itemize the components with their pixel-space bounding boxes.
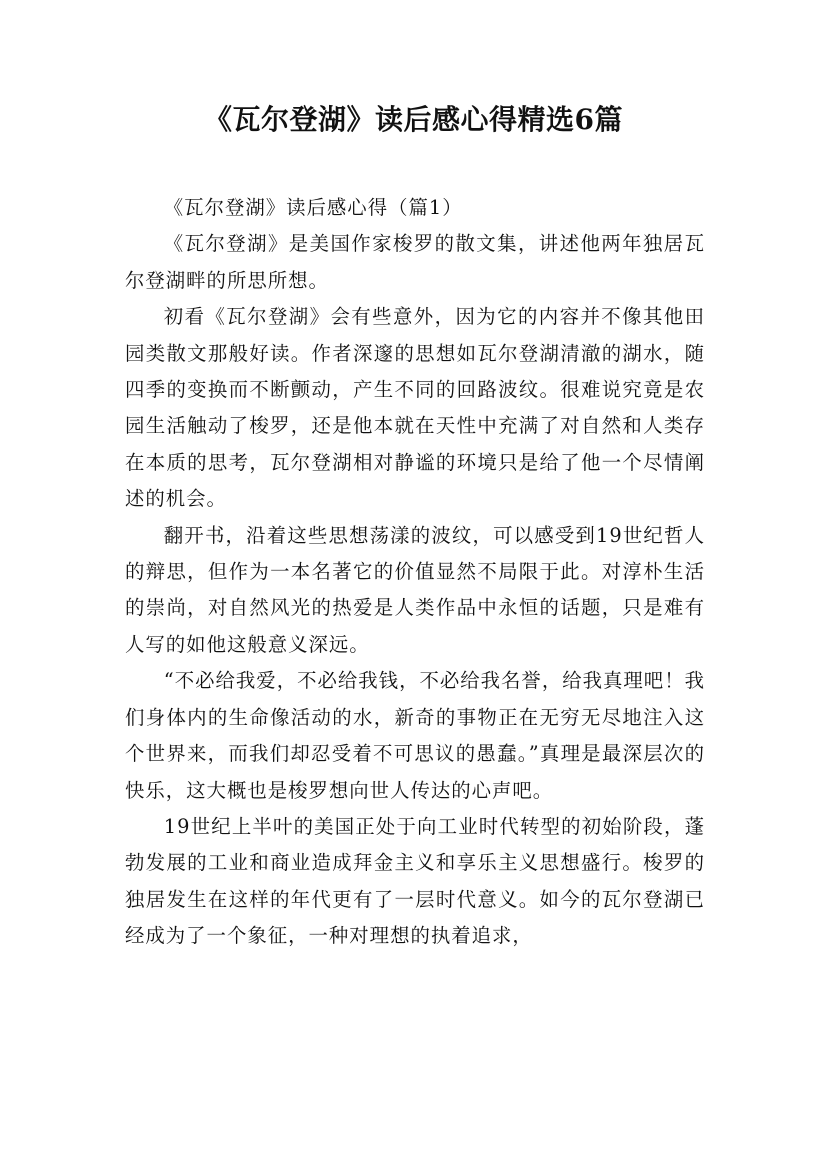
paragraph-2: 初看《瓦尔登湖》会有些意外，因为它的内容并不像其他田园类散文那般好读。作者深邃的思想如瓦尔登湖清澈的湖水，随四季的变换而不断颤动，产生不同的回路波纹。很难说究竟是农园生活触动了梭罗，还是他本就在天性中充满了对自然和人类存在本质的思考，瓦尔登湖相对静谧的环境只是给了他一个尽情阐述的机会。 — [125, 305, 705, 511]
section-heading: 《瓦尔登湖》读后感心得（篇1） — [163, 196, 463, 219]
paragraph-3: 翻开书，沿着这些思想荡漾的波纹，可以感受到19世纪哲人的辩思，但作为一本名著它的价值显然不局限于此。对淳朴生活的崇尚，对自然风光的热爱是人类作品中永恒的话题，只是难有人写的如他这般意义深远。 — [125, 523, 705, 656]
document-body — [125, 190, 705, 955]
document-title: 《瓦尔登湖》读后感心得精选6篇 — [204, 103, 623, 136]
paragraph-4: “不必给我爱，不必给我钱，不必给我名誉，给我真理吧！我们身体内的生命像活动的水，新奇的事物正在无穷无尽地注入这个世界来，而我们却忍受着不可思议的愚蠢。”真理是最深层次的快乐，这大概也是梭罗想向世人传达的心声吧。 — [125, 669, 705, 802]
paragraph-5: 19世纪上半叶的美国正处于向工业时代转型的初始阶段，蓬勃发展的工业和商业造成拜金主义和享乐主义思想盛行。梭罗的独居发生在这样的年代更有了一层时代意义。如今的瓦尔登湖已经成为了一个象征，一种对理想的执着追求， — [125, 814, 705, 948]
paragraph-1: 《瓦尔登湖》是美国作家梭罗的散文集，讲述他两年独居瓦尔登湖畔的所思所想。 — [125, 232, 705, 292]
